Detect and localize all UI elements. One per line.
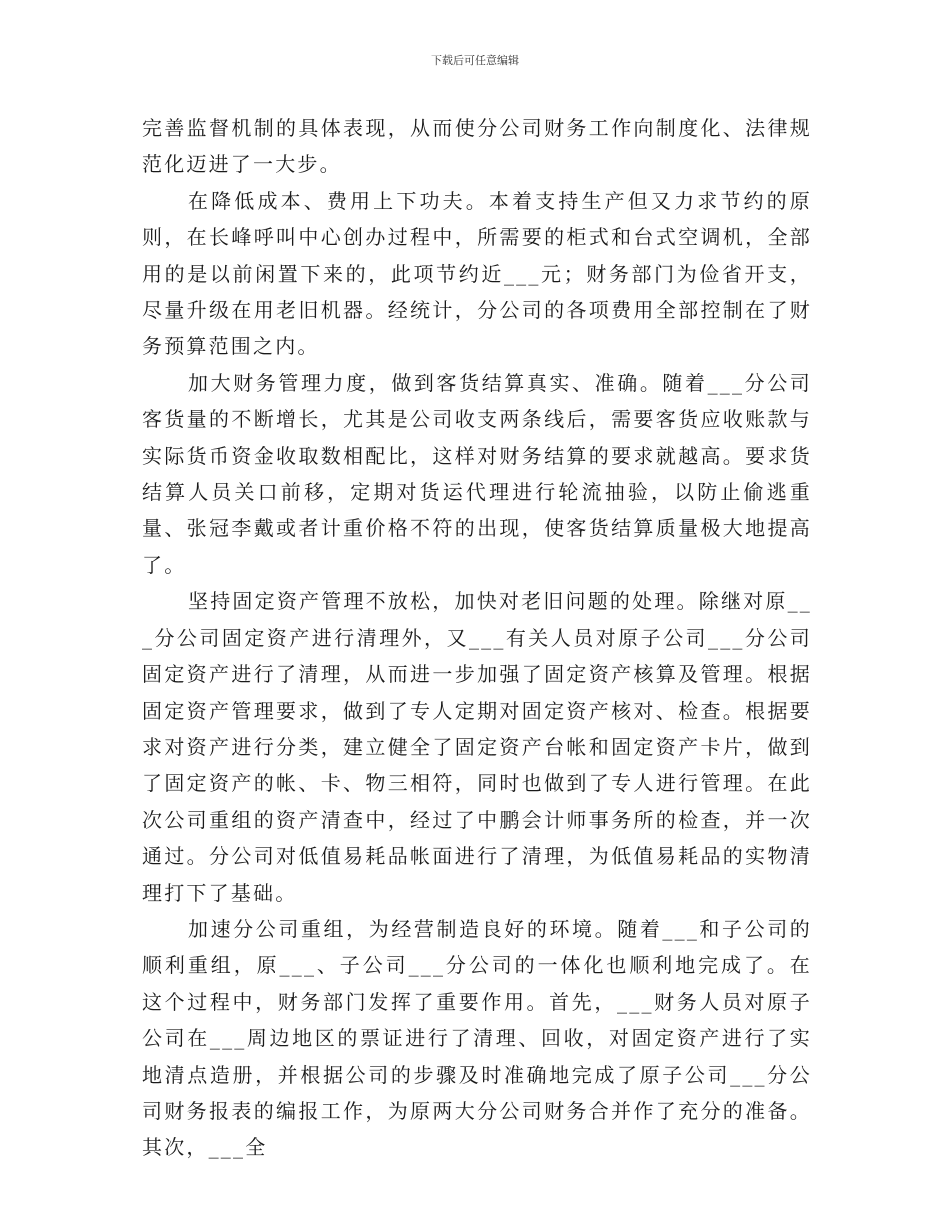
paragraph-reorganization: 加速分公司重组，为经营制造良好的环境。随着___和子公司的顺利重组，原___、子公司___分公司的一体化也顺利地完成了。在这个过程中，财务部门发挥了重要作用。首先，___财务人员对原子公司在___周边地区的票证进行了清理、回收，对固定资产进行了实地清点造册，并根据公司的步骤及时准确地完成了原子公司___分公司财务报表的编报工作，为原两大分公司财务合并作了充分的准备。其次，___全 [142,916,812,1160]
paragraph-cost-reduction: 在降低成本、费用上下功夫。本着支持生产但又力求节约的原则，在长峰呼叫中心创办过程中，所需要的柜式和台式空调机，全部用的是以前闲置下来的，此项节约近___元；财务部门为俭省开支，尽量升级在用老旧机器。经统计，分公司的各项费用全部控制在了财务预算范围之内。 [142,188,812,359]
paragraph-continued: 完善监督机制的具体表现，从而使分公司财务工作向制度化、法律规范化迈进了一大步。 [142,116,812,177]
document-body [142,110,812,1166]
page-header-note: 下载后可任意编辑 [431,54,519,67]
paragraph-fixed-assets: 坚持固定资产管理不放松，加快对老旧问题的处理。除继对原___分公司固定资产进行清理外，又___有关人员对原子公司___分公司固定资产进行了清理，从而进一步加强了固定资产核算及管理。根据固定资产管理要求，做到了专人定期对固定资产核对、检查。根据要求对资产进行分类，建立健全了固定资产台帐和固定资产卡片，做到了固定资产的帐、卡、物三相符，同时也做到了专人进行管理。在此次公司重组的资产清查中，经过了中鹏会计师事务所的检查，并一次通过。分公司对低值易耗品帐面进行了清理，为低值易耗品的实物清理打下了基础。 [142,589,812,905]
paragraph-financial-management: 加大财务管理力度，做到客货结算真实、准确。随着___分公司客货量的不断增长，尤其是公司收支两条线后，需要客货应收账款与实际货币资金收取数相配比，这样对财务结算的要求就越高。要求货结算人员关口前移，定期对货运代理进行轮流抽验，以防止偷逃重量、张冠李戴或者计重价格不符的出现，使客货结算质量极大地提高了。 [142,370,812,577]
